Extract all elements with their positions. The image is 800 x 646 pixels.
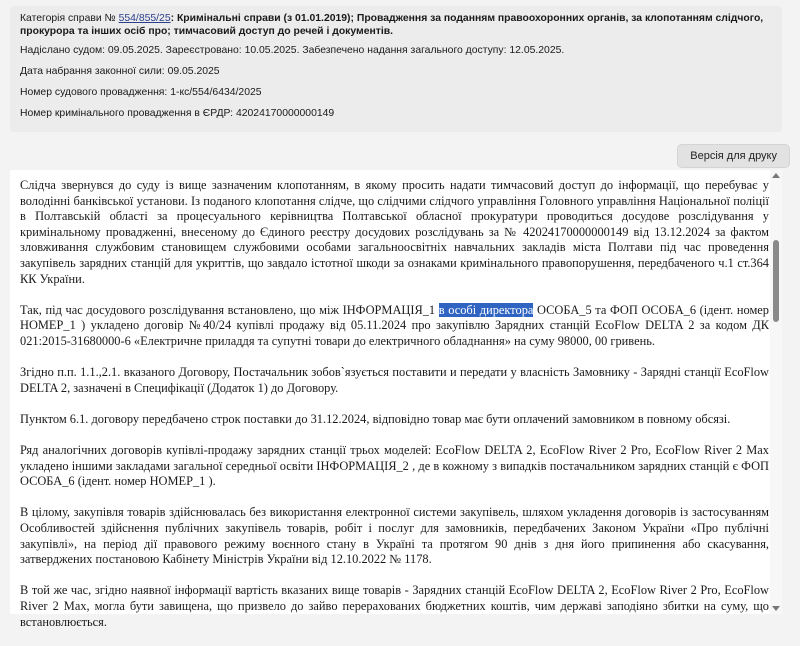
vertical-scrollbar[interactable] [770, 170, 782, 614]
print-toolbar [0, 134, 800, 170]
case-proceeding-number: Номер судового провадження: 1-кс/554/6434/2025 [20, 87, 262, 98]
document-paragraph: В цілому, закупівля товарів здійснювалась без використання електронної системи закупівель, шляхом укладення договорів із застосуванням Особливостей здійснення публічних закупівель товарів, робіт і послуг для замовників, передбачених Законом України «Про публічні закупівлі», на період дії правового режиму воєнного стану в Україні та протягом 90 днів з дня його припинення або скасування, затверджених постановою Кабінету Міністрів України від 12.10.2022 № 1178. [20, 505, 769, 567]
scrollbar-thumb[interactable] [773, 240, 779, 322]
paragraph-text: Так, під час досудового розслідування встановлено, що між ІНФОРМАЦІЯ_1 [20, 302, 439, 317]
document-paragraph: В той же час, згідно наявної інформації вартість вказаних вище товарів - Зарядних станцій EcoFlow DELTA 2, EcoFlow River 2 Pro, EcoFlow River 2 Max, могла бути завищена, що призвело до зайво перерахованих бюджетних коштів, чим державі заподіяно збитки на суму, що встановлюється. [20, 583, 769, 629]
case-erdr-number: Номер кримінального провадження в ЄРДР: 42024170000000149 [20, 108, 335, 119]
case-dates-row: Надіслано судом: 09.05.2025. Зареєстровано: 10.05.2025. Забезпечено надання загального доступу: 12.05.2025. [20, 45, 565, 56]
print-version-button[interactable]: Версія для друку [677, 144, 790, 168]
document-paragraph: Ряд аналогічних договорів купівлі-продажу зарядних станції трьох моделей: EcoFlow DELTA 2, EcoFlow River 2 Pro, EcoFlow River 2 Max укладено іншими закладами загальної середньої освіти ІНФОРМАЦІЯ_2 , де в кожному з випадків постачальником зарядних станцій є ФОП ОСОБА_6 (ідент. номер НОМЕР_1 ). [20, 443, 769, 489]
case-category-row [20, 12, 772, 38]
selected-text: в особі директора [438, 302, 534, 317]
case-info-panel [10, 6, 782, 132]
paragraph-text: ОСОБА_5 та ФОП ОСОБА_6 (ідент. номер НОМЕР_1 ) укладено договір №40/24 купівлі продажу від 05.11.2024 про закупівлю Зарядних станцій EcoFlow DELTA 2 за кодом ДК 021:2015-31680000-6 «Електричне приладдя та супутні товари до електричного обладнання» на суму 98000, 00 гривень. [20, 302, 769, 348]
document-paragraph: Згідно п.п. 1.1.,2.1. вказаного Договору, Постачальник зобов`язується поставити и передати у власність Замовнику - Зарядні станції EcoFlow DELTA 2, зазначені в Специфікації (Додаток 1) до Договору. [20, 365, 769, 395]
document-viewer [10, 170, 782, 629]
case-category-label: Категорія справи № [20, 13, 119, 24]
case-category-text: : Кримінальні справи (з 01.01.2019); Провадження за поданням правоохоронних органів, за клопотанням слідчого, прокурора та інших осіб про; тимчасовий доступ до речей і документів. [20, 13, 764, 37]
scroll-down-arrow-icon[interactable] [772, 606, 780, 611]
scroll-up-arrow-icon[interactable] [772, 173, 780, 178]
case-number-link[interactable]: 554/855/25 [118, 13, 171, 24]
document-paragraph [20, 303, 769, 350]
document-paragraph: Пунктом 6.1. договору передбачено строк поставки до 31.12.2024, відповідно товар має бути оплачений замовником в повному обсязі. [20, 411, 731, 426]
document-text [20, 178, 769, 646]
document-paragraph: Слідча звернувся до суду із вище зазначеним клопотанням, в якому просить надати тимчасовий доступ до інформації, що перебуває у володінні банківської установи. Із поданого клопотання слідче, що слідчими слідчого управління Головного управління Національної поліції в Полтавській області за процесуального керівництва Полтавської обласної прокуратури проводиться досудове розслідування у кримінальному провадженні, внесеному до Єдиного реєстру досудових розслідувань за № 42024170000000149 від 13.12.2024 за фактом зловживання службовим становищем службовими особами загальноосвітніх навчальних закладів міста Полтави під час проведення закупівель зарядних станцій для укриттів, що завдало істотної шкоди за ознаками кримінального правопорушення, передбаченого ч.1 ст.364 КК України. [20, 178, 769, 286]
case-effective-date: Дата набрання законної сили: 09.05.2025 [20, 66, 220, 77]
